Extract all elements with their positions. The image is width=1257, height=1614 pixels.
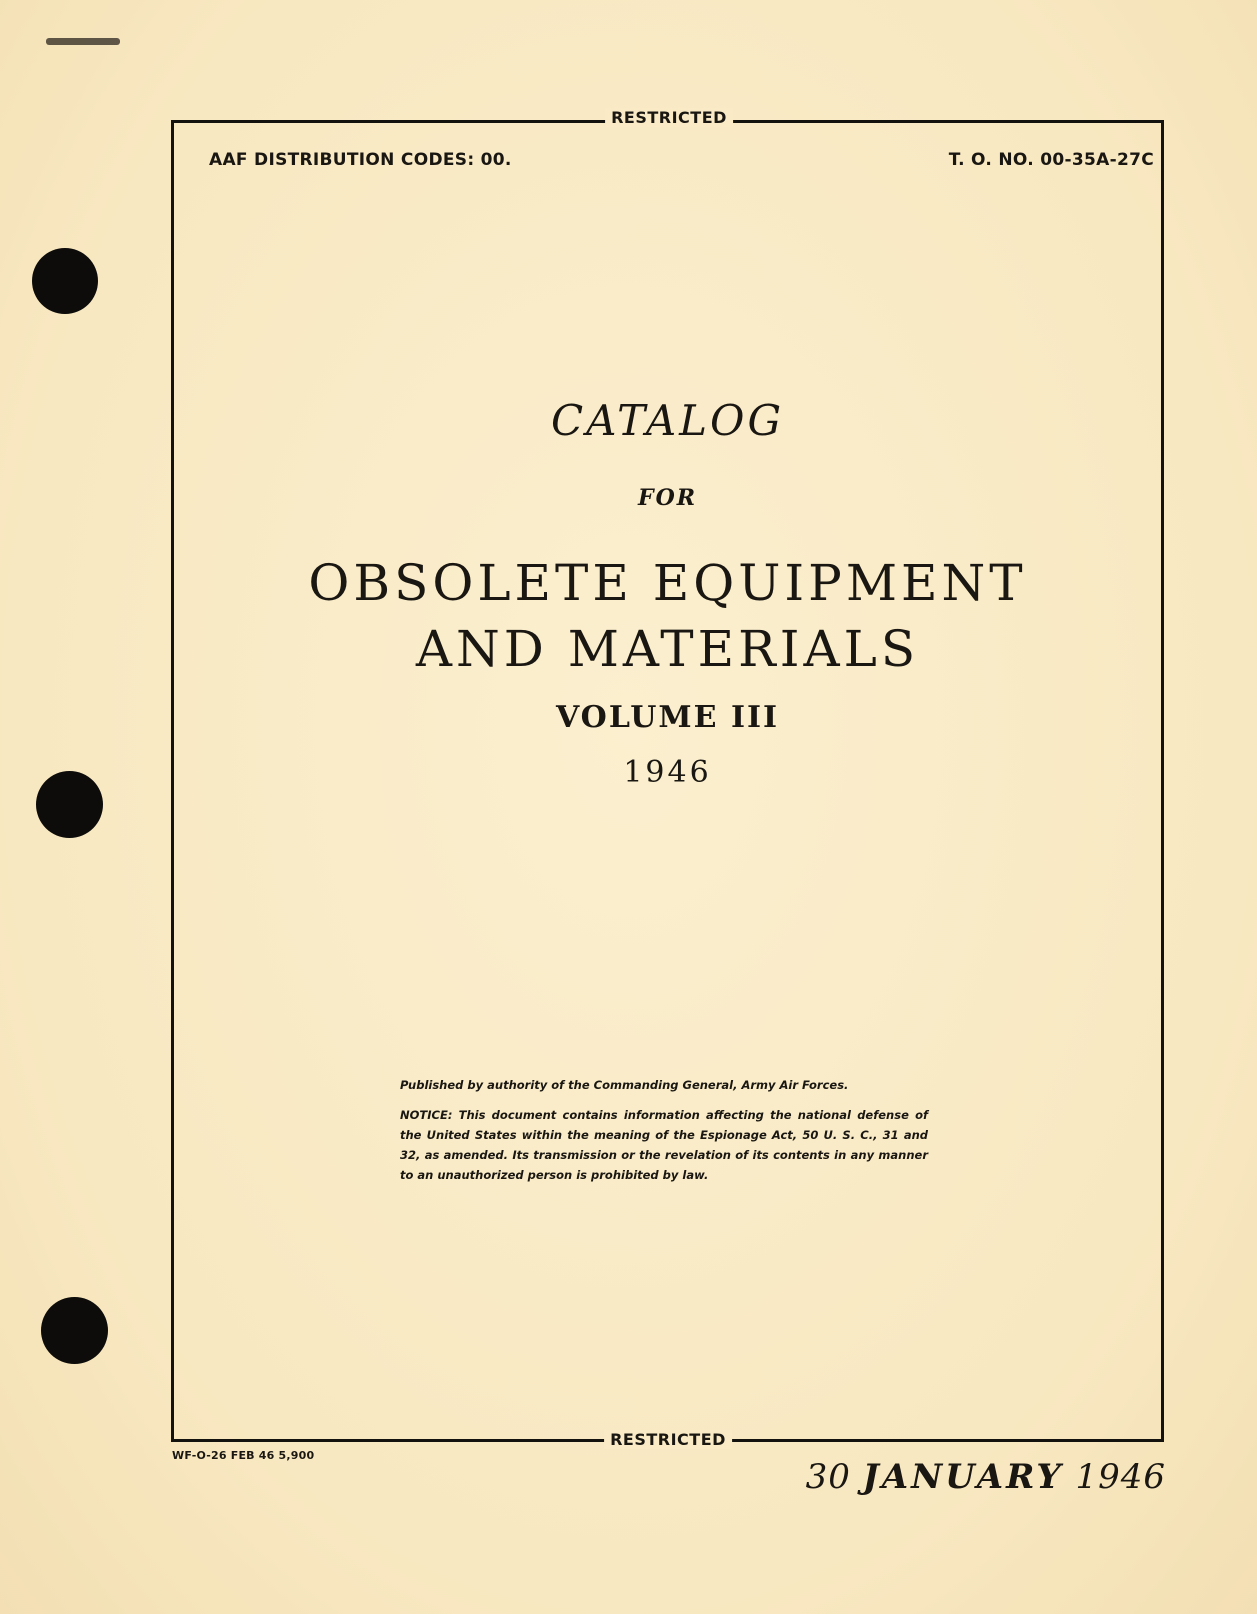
restricted-marking-top: RESTRICTED — [605, 108, 733, 127]
published-by-text: Published by authority of the Commanding General, Army Air Forces. — [400, 1078, 849, 1092]
notice-block — [400, 1075, 928, 1195]
espionage-notice-text: NOTICE: This document contains information affecting the national defense of the United States within the meaning of the Espionage Act, 50 U. S. C., 31 and 32, as amended. Its transmission or the revelation of its contents in any manner to an unauthorized person is prohibited by law. — [400, 1108, 928, 1182]
main-title-line-1: OBSOLETE EQUIPMENT — [308, 554, 1027, 612]
punch-hole-top — [32, 248, 98, 314]
print-code: WF-O-26 FEB 46 5,900 — [172, 1449, 315, 1462]
publication-date — [806, 1457, 1166, 1497]
date-month: JANUARY — [862, 1457, 1064, 1497]
smudge-mark — [46, 38, 120, 45]
restricted-marking-bottom: RESTRICTED — [604, 1430, 732, 1449]
title-for: FOR — [637, 485, 698, 511]
volume-year: 1946 — [623, 755, 712, 790]
punch-hole-middle — [36, 771, 103, 838]
main-title-line-2: AND MATERIALS — [415, 620, 920, 678]
date-day: 30 — [805, 1457, 851, 1497]
volume-label: VOLUME III — [555, 700, 780, 735]
punch-hole-bottom — [41, 1297, 108, 1364]
technical-order-number: T. O. NO. 00-35A-27C — [948, 150, 1154, 170]
distribution-codes: AAF DISTRIBUTION CODES: 00. — [209, 150, 512, 170]
date-year: 1946 — [1075, 1457, 1166, 1497]
title-catalog: CATALOG — [550, 396, 785, 445]
main-title — [171, 550, 1164, 682]
